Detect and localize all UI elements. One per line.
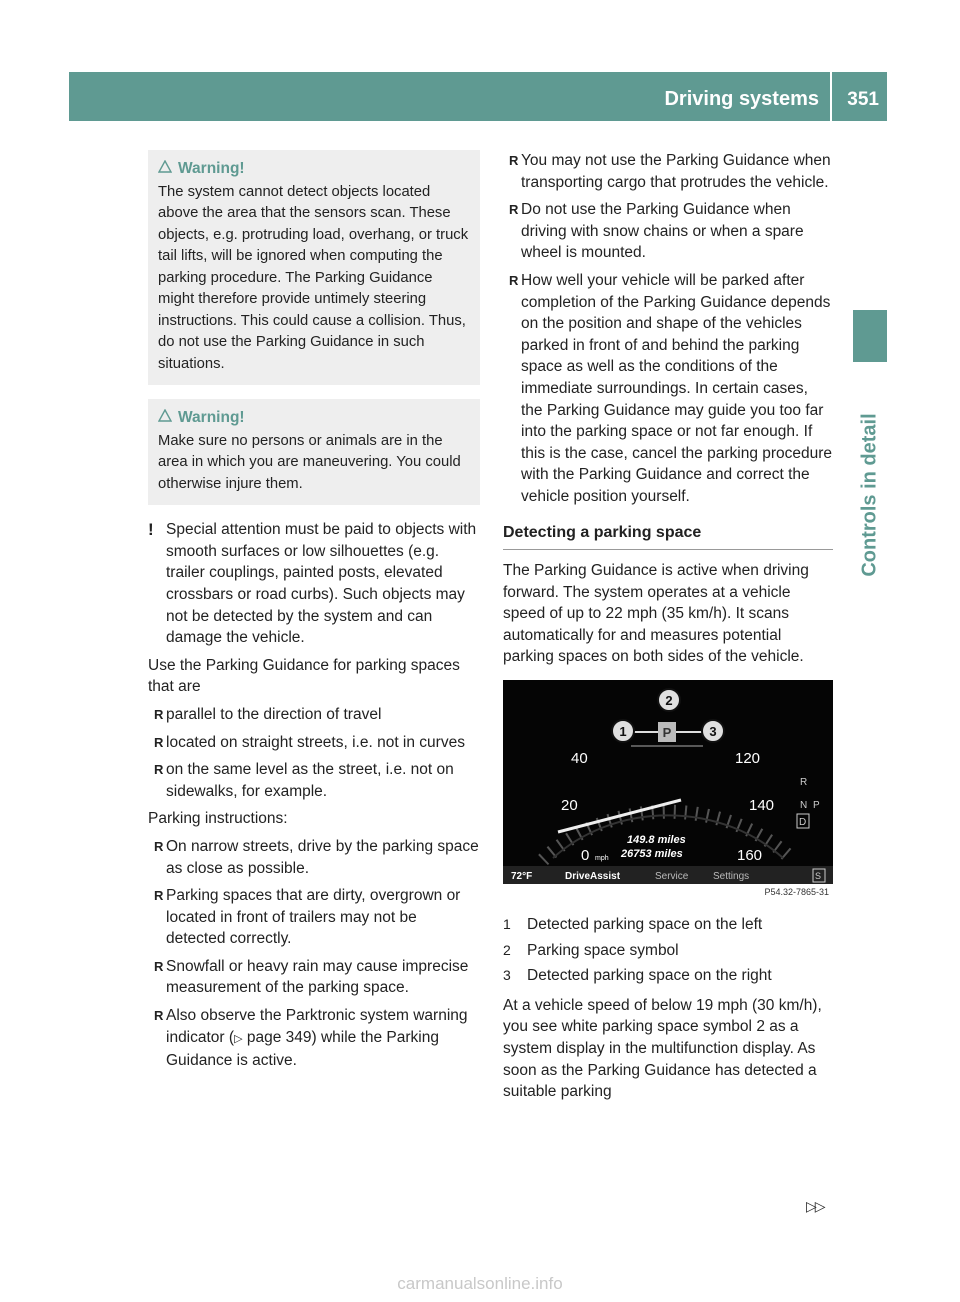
page-number: 351 (847, 89, 879, 110)
bullet-icon: R (154, 958, 164, 974)
warning-box (148, 399, 480, 505)
speedometer-display (503, 680, 833, 900)
callout-3: 3 (709, 724, 717, 740)
list-item: R Snowfall or heavy rain may cause imprecise measurement of the parking space. (154, 957, 469, 997)
bullet-icon: R (509, 272, 519, 288)
total-odometer: 26753 miles (621, 848, 683, 861)
menu-settings: Settings (713, 871, 750, 883)
speed-unit: mph (595, 855, 609, 863)
bullet-icon: R (154, 1008, 164, 1024)
callout-2: 2 (665, 693, 673, 709)
gear-n: N (800, 800, 808, 812)
left-column (148, 150, 480, 1078)
list-item: R How well your vehicle will be parked after completion of the Parking Guidance depends on the position and shape of the vehicles parked in front of and behind the parking space as well as the conditions of the immediate surroundings. In certain cases, the Parking Guidance may guide you too far into the parking space or not far enough. If this is the case, cancel the parking procedure with the Parking Guidance and correct the vehicle position yourself. (509, 271, 833, 505)
bullet-icon: R (154, 888, 164, 904)
gear-r: R (800, 777, 808, 789)
list-item: R on the same level as the street, i.e. not on sidewalks, for example. (154, 761, 454, 800)
section-heading: Detecting a parking space (503, 522, 833, 551)
instrument-cluster-figure (503, 680, 833, 900)
list-item: R Also observe the Parktronic system warning indicator (▷ page 349) while the Parking Guidance is active. (154, 1007, 468, 1070)
caution-note: ! Special attention must be paid to objects with smooth surfaces or low silhouettes (e.g. trailer couplings, painted posts, elevated crossbars or road curbs). Such objects may not be detected by the system and can damage the vehicle. (148, 520, 477, 647)
menu-s: S (815, 871, 822, 882)
list-item: R parallel to the direction of travel (148, 704, 480, 726)
warning-text: Make sure no persons or animals are in the area in which you are maneuvering. You could otherwise injure them. (158, 432, 461, 492)
section-title: Driving systems (664, 88, 819, 110)
legend-item: 3 Detected parking space on the right (503, 965, 833, 987)
list-item: R located on straight streets, i.e. not in curves (148, 732, 480, 754)
warning-triangle-icon (158, 158, 172, 180)
list-item: R Parking spaces that are dirty, overgrown or located in front of trailers may not be detected correctly. (154, 887, 461, 948)
page-reference-icon: ▷ (234, 1032, 243, 1045)
bullet-icon: R (154, 762, 164, 778)
speed-label: 120 (735, 750, 761, 768)
right-column (503, 150, 833, 1109)
paragraph: Use the Parking Guidance for parking spaces that are (148, 656, 460, 696)
menu-service: Service (655, 871, 689, 883)
bullet-icon: R (154, 838, 164, 854)
bullet-icon: R (154, 734, 164, 750)
gear-p: P (813, 800, 820, 812)
trip-odometer: 149.8 miles (627, 834, 686, 847)
side-tab-block (853, 310, 887, 362)
callout-number: 2 (503, 941, 511, 958)
speed-label: 140 (749, 797, 775, 815)
menu-driveassist: DriveAssist (565, 871, 621, 883)
warning-title: Warning! (158, 158, 472, 180)
gear-d: D (799, 817, 807, 829)
speed-label: 160 (737, 847, 763, 865)
header-bar (69, 72, 887, 121)
side-tab-label: Controls in detail (858, 413, 881, 577)
continue-arrows-icon: ▷▷ (806, 1198, 824, 1214)
list-item: R Do not use the Parking Guidance when driving with snow chains or when a spare wheel is mounted. (509, 201, 804, 262)
bullet-icon: R (509, 153, 519, 168)
outside-temp: 72°F (511, 871, 533, 883)
exclamation-icon: ! (148, 520, 154, 540)
paragraph: Parking instructions: (148, 810, 288, 828)
paragraph: The Parking Guidance is active when driving forward. The system operates at a vehicle speed of up to 22 mph (35 km/h). It scans automatically for and measures potential parking spaces on both sides of the vehicle. (503, 562, 809, 666)
speed-label: 0 (581, 847, 590, 865)
legend-item: 1 Detected parking space on the left (503, 914, 833, 936)
speed-label: 40 (571, 750, 588, 768)
warning-title: Warning! (158, 407, 472, 429)
callout-number: 2 (756, 1018, 765, 1036)
warning-text: The system cannot detect objects located above the area that the sensors scan. These objects, e.g. protruding load, overhang, or truck tail lifts, will be ignored when computing the parking procedure. The Parking Guidance might therefore provide untimely steering instructions. This could cause a collision. Thus, do not use the Parking Guidance in such situations. (158, 183, 469, 372)
watermark: carmanualsonline.info (397, 1274, 563, 1293)
speed-label: 20 (561, 797, 578, 815)
list-item: R You may not use the Parking Guidance when transporting cargo that protrudes the vehicle. (509, 152, 831, 191)
bullet-icon: R (154, 706, 164, 722)
bullet-icon: R (509, 202, 519, 218)
figure-caption: P54.32-7865-31 (764, 887, 829, 898)
legend-item: 2 Parking space symbol (503, 940, 833, 962)
callout-1: 1 (619, 724, 627, 740)
warning-triangle-icon (158, 407, 172, 429)
parking-symbol: P (662, 725, 672, 741)
header-divider (830, 72, 832, 121)
side-tab (853, 380, 887, 610)
paragraph: At a vehicle speed of below 19 mph (30 km/h), you see white parking space symbol 2 as a system display in the multifunction display. As soon as the Parking Guidance has detected a suitable parking (503, 996, 822, 1101)
callout-number: 1 (503, 916, 511, 933)
callout-number: 3 (503, 967, 511, 984)
warning-box (148, 150, 480, 385)
list-item: R On narrow streets, drive by the parking space as close as possible. (154, 837, 479, 877)
